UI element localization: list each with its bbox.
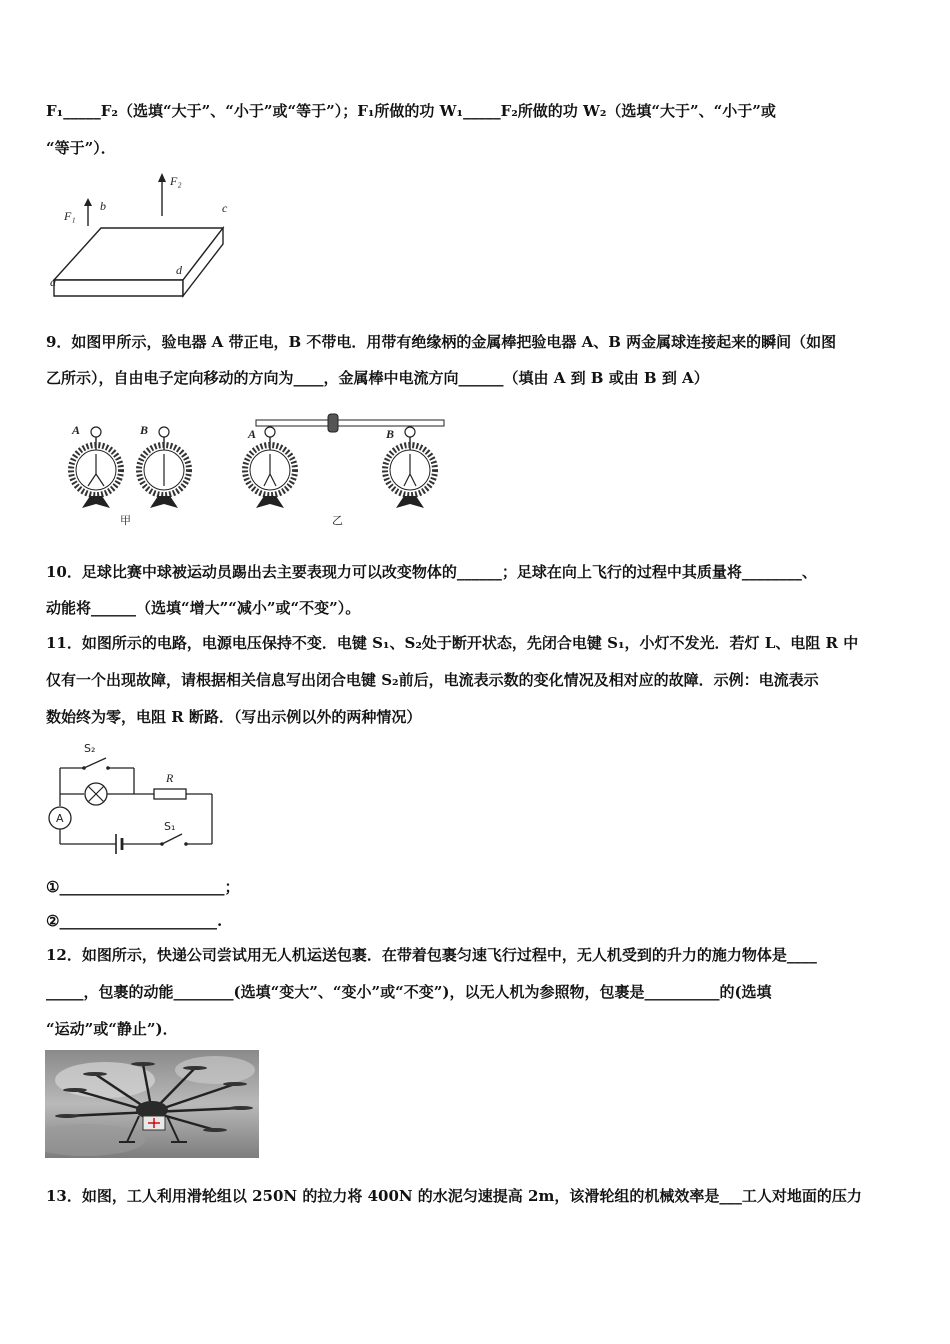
label-b-yi: B [386, 427, 395, 441]
q11-answer-2: ②_____________________. [46, 912, 223, 930]
q8-text-line-1: F₁_____F₂（选填“大于”、“小于”或“等于”）；F₁所做的功 W₁_____F₂所做的功 W₂（选填“大于”、“小于”或 [46, 102, 776, 120]
corner-d-label: d [176, 263, 182, 277]
q12-text-line-3: “运动”或“静止”)． [46, 1020, 178, 1038]
q11-text-line-3: 数始终为零，电阻 R 断路．（写出示例以外的两种情况） [46, 708, 422, 726]
electroscope-b-left [139, 427, 189, 508]
corner-c-label: c [222, 201, 228, 215]
q11-answer-1: ①______________________； [46, 878, 240, 896]
q12-text-line-2: _____，包裹的动能________(选填“变大”、“变小”或“不变”)，以无人机为参照物，包裹是__________的(选填 [46, 983, 772, 1001]
switch-s1-label: S₁ [164, 820, 176, 833]
f1-label: F₁ [64, 209, 76, 223]
q11-circuit-figure [44, 738, 224, 860]
caption-yi: 乙 [332, 514, 343, 527]
corner-b-label: b [100, 199, 106, 213]
q13-text-line-1: 13．如图，工人利用滑轮组以 250N 的拉力将 400N 的水泥匀速提高 2m，该滑轮组的机械效率是___工人对地面的压力 [46, 1187, 862, 1205]
q12-drone-photo [45, 1050, 259, 1158]
q11-text-line-2: 仅有一个出现故障，请根据相关信息写出闭合电键 S₂前后，电流表示数的变化情况及相对应的故障．示例：电流表示 [46, 671, 819, 689]
electroscope-a-left [71, 427, 121, 508]
q12-text-line-1: 12．如图所示，快递公司尝试用无人机运送包裹．在带着包裹匀速飞行过程中，无人机受到的升力的施力物体是____ [46, 946, 817, 964]
ammeter-label: A [56, 812, 64, 825]
q9-electroscope-figure [60, 408, 460, 530]
label-a-jia: A [72, 423, 81, 437]
q11-text-line-1: 11．如图所示的电路，电源电压保持不变．电键 S₁、S₂处于断开状态，先闭合电键 S₁，小灯不发光．若灯 L、电阻 R 中 [46, 634, 859, 652]
label-b-jia: B [140, 423, 149, 437]
label-a-yi: A [248, 427, 257, 441]
q10-text-line-1: 10．足球比赛中球被运动员踢出去主要表现力可以改变物体的______；足球在向上飞行的过程中其质量将________、 [46, 563, 817, 581]
q8-plate-figure [46, 168, 246, 303]
caption-jia: 甲 [120, 514, 131, 527]
switch-s2-label: S₂ [84, 742, 96, 755]
q8-text-line-2: “等于”）． [46, 139, 116, 157]
resistor-r-label: R [166, 771, 174, 785]
q9-text-line-1: 9．如图甲所示，验电器 A 带正电，B 不带电．用带有绝缘柄的金属棒把验电器 A、B 两金属球连接起来的瞬间（如图 [46, 333, 837, 351]
corner-a-label: a [50, 275, 56, 289]
f2-label: F₂ [170, 174, 182, 188]
q10-text-line-2: 动能将______（选填“增大”“减小”或“不变”）。 [46, 599, 361, 617]
q9-text-line-2: 乙所示），自由电子定向移动的方向为____，金属棒中电流方向______（填由 A 到 B 或由 B 到 A） [46, 369, 709, 387]
